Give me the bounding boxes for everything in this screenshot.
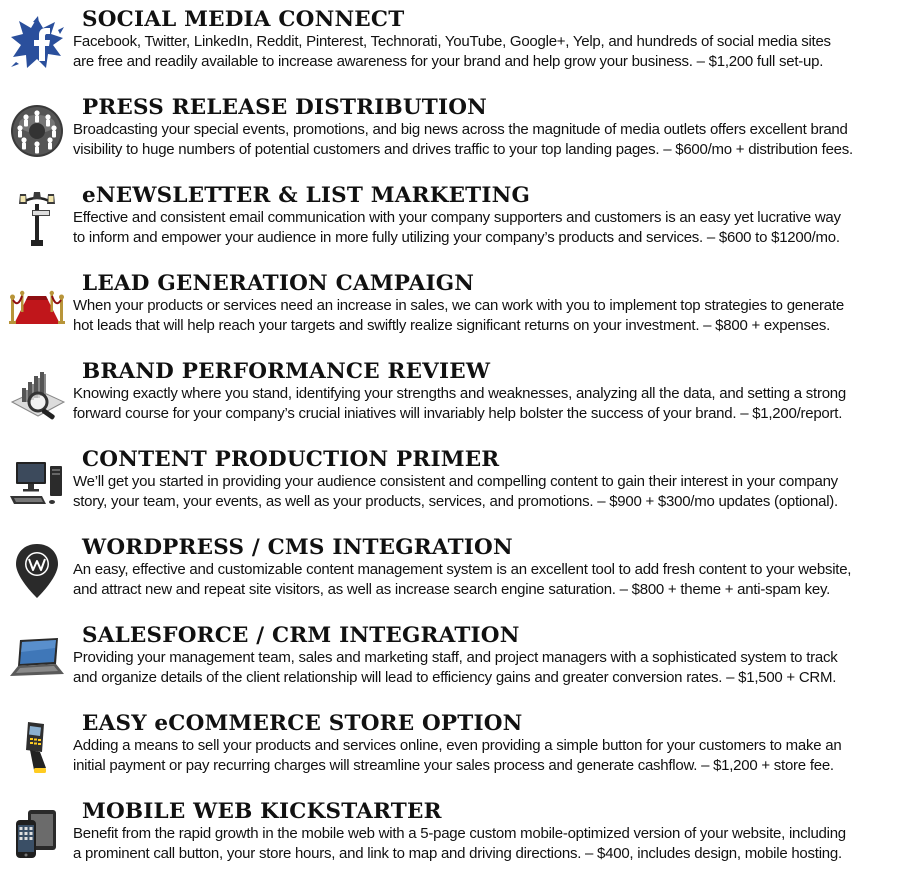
description-line: hot leads that will help reach your targets and swiftly realize significant returns on your investment. – $800 + expenses.: [73, 317, 831, 334]
service-title: BRAND PERFORMANCE REVIEW: [82, 359, 491, 384]
description-line: story, your team, your events, as well as your products, services, and promotions. – $900 + $300/mo updates (optional).: [73, 493, 838, 510]
people-circle-icon: [8, 102, 66, 160]
service-title: LEAD GENERATION CAMPAIGN: [82, 271, 475, 296]
service-content-production: [0, 448, 900, 528]
description-line: forward course for your company’s crucial iniatives will invariably help bolster the success of your brand. – $1,200/report.: [73, 405, 843, 422]
description-line: Providing your management team, sales and marketing staff, and project managers with a sophisticated system to track: [73, 649, 838, 666]
laptop-icon: [8, 630, 66, 688]
service-title: CONTENT PRODUCTION PRIMER: [82, 447, 500, 472]
desktop-computer-icon: [8, 454, 66, 512]
service-title: WORDPRESS / CMS INTEGRATION: [82, 535, 513, 560]
description-line: Broadcasting your special events, promotions, and big news across the magnitude of media outlets offers excellent brand: [73, 121, 848, 138]
description-line: An easy, effective and customizable content management system is an excellent tool to add fresh content to your website,: [73, 561, 852, 578]
service-description: [73, 32, 893, 72]
description-line: and attract new and repeat site visitors, as well as increase search engine saturation. – $800 + theme + anti-spam key.: [73, 581, 831, 598]
barcode-scanner-icon: [8, 718, 66, 776]
description-line: Benefit from the rapid growth in the mobile web with a 5-page custom mobile-optimized version of your website, including: [73, 825, 846, 842]
description-line: and organize details of the client relationship will lead to efficiency gains and greater conversion rates. – $1,500 + CRM.: [73, 669, 837, 686]
description-line: visibility to huge numbers of potential customers and drives traffic to your top landing pages. – $600/mo + distribution fees.: [73, 141, 853, 158]
mobile-devices-icon: [8, 806, 66, 864]
facebook-splash-icon: [8, 14, 66, 72]
service-salesforce-crm: [0, 624, 900, 704]
service-title: SALESFORCE / CRM INTEGRATION: [82, 623, 520, 648]
street-lamp-icon: [8, 190, 66, 248]
service-ecommerce-store: [0, 712, 900, 792]
magnifier-chart-icon: [8, 366, 66, 424]
wordpress-pin-icon: [8, 542, 66, 600]
service-press-release: [0, 96, 900, 176]
service-description: [73, 120, 893, 160]
service-lead-generation: [0, 272, 900, 352]
service-title: PRESS RELEASE DISTRIBUTION: [82, 95, 488, 120]
service-social-media: [0, 8, 900, 88]
service-description: [73, 560, 893, 600]
description-line: Knowing exactly where you stand, identifying your strengths and weaknesses, analyzing all the data, and setting a strong: [73, 385, 846, 402]
description-line: a prominent call button, your store hours, and link to map and driving directions. – $400, includes design, mobile hosting.: [73, 845, 842, 862]
description-line: When your products or services need an increase in sales, we can work with you to implement top strategies to generate: [73, 297, 844, 314]
service-description: [73, 208, 893, 248]
service-brand-review: [0, 360, 900, 440]
description-line: Facebook, Twitter, LinkedIn, Reddit, Pinterest, Technorati, YouTube, Google+, Yelp, and hundreds of social media sites: [73, 33, 831, 50]
service-title: eNEWSLETTER & LIST MARKETING: [82, 183, 531, 208]
service-enewsletter: [0, 184, 900, 264]
service-wordpress-cms: [0, 536, 900, 616]
service-title: EASY eCOMMERCE STORE OPTION: [82, 711, 523, 736]
description-line: to inform and empower your audience in more fully utilizing your company’s products and services. – $600 to $1200/mo.: [73, 229, 840, 246]
service-description: [73, 296, 893, 336]
description-line: Effective and consistent email communication with your company supporters and customers is an easy yet lucrative way: [73, 209, 841, 226]
description-line: We’ll get you started in providing your audience consistent and compelling content to gain their interest in your company: [73, 473, 838, 490]
service-title: SOCIAL MEDIA CONNECT: [82, 7, 405, 32]
red-carpet-icon: [8, 278, 66, 336]
description-line: are free and readily available to increase awareness for your brand and help grow your business. – $1,200 full set-up.: [73, 53, 824, 70]
service-description: [73, 384, 893, 424]
service-mobile-web: [0, 800, 900, 880]
service-description: [73, 736, 893, 776]
service-description: [73, 472, 893, 512]
description-line: initial payment or pay recurring charges will streamline your sales process and generate cashflow. – $1,200 + store fee.: [73, 757, 834, 774]
service-title: MOBILE WEB KICKSTARTER: [82, 799, 442, 824]
description-line: Adding a means to sell your products and services online, even providing a simple button for your customers to make an: [73, 737, 842, 754]
service-description: [73, 648, 893, 688]
service-description: [73, 824, 893, 864]
